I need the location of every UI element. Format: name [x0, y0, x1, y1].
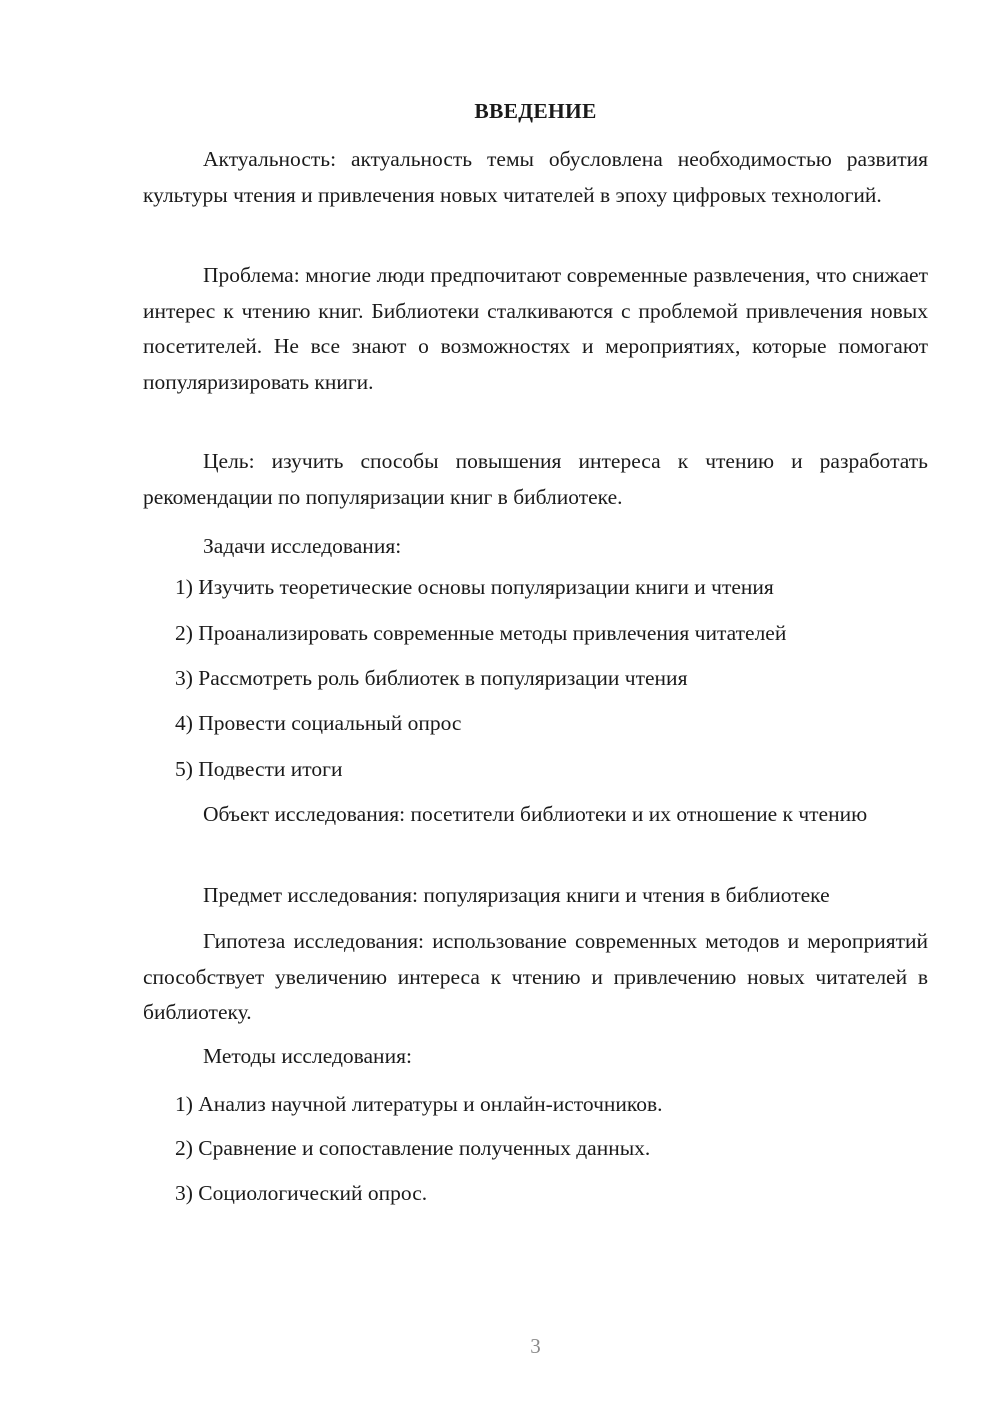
- subject-paragraph: Предмет исследования: популяризация книги и чтения в библиотеке: [203, 883, 830, 907]
- document-page: [143, 0, 928, 1414]
- method-item-1: 1) Анализ научной литературы и онлайн-источников.: [175, 1092, 663, 1116]
- task-item-3: 3) Рассмотреть роль библиотек в популяризации чтения: [175, 666, 688, 690]
- task-item-2: 2) Проанализировать современные методы привлечения читателей: [175, 621, 787, 645]
- method-item-2: 2) Сравнение и сопоставление полученных данных.: [175, 1136, 651, 1160]
- page-number: 3: [530, 1334, 541, 1358]
- section-title: ВВЕДЕНИЕ: [474, 99, 597, 123]
- task-item-4: 4) Провести социальный опрос: [175, 711, 462, 735]
- problem-paragraph: Проблема: многие люди предпочитают современные развлечения, что снижает интерес к чтению книг. Библиотеки сталкиваются с проблемой привлечения новых посетителей. Не все знают о возможностях и мероприятиях, которые помогают популяризировать книги.: [143, 263, 928, 394]
- method-item-3: 3) Социологический опрос.: [175, 1181, 428, 1205]
- goal-paragraph: Цель: изучить способы повышения интереса к чтению и разработать рекомендации по популяризации книг в библиотеке.: [143, 449, 928, 509]
- hypothesis-paragraph: Гипотеза исследования: использование современных методов и мероприятий способствует увеличению интереса к чтению и привлечению новых читателей в библиотеку.: [143, 929, 928, 1024]
- tasks-heading: Задачи исследования:: [203, 534, 402, 558]
- task-item-5: 5) Подвести итоги: [175, 757, 343, 781]
- task-item-1: 1) Изучить теоретические основы популяризации книги и чтения: [175, 575, 774, 599]
- object-paragraph: Объект исследования: посетители библиотеки и их отношение к чтению: [203, 802, 868, 826]
- methods-heading: Методы исследования:: [203, 1044, 412, 1068]
- relevance-paragraph: Актуальность: актуальность темы обусловлена необходимостью развития культуры чтения и привлечения новых читателей в эпоху цифровых технологий.: [143, 147, 928, 207]
